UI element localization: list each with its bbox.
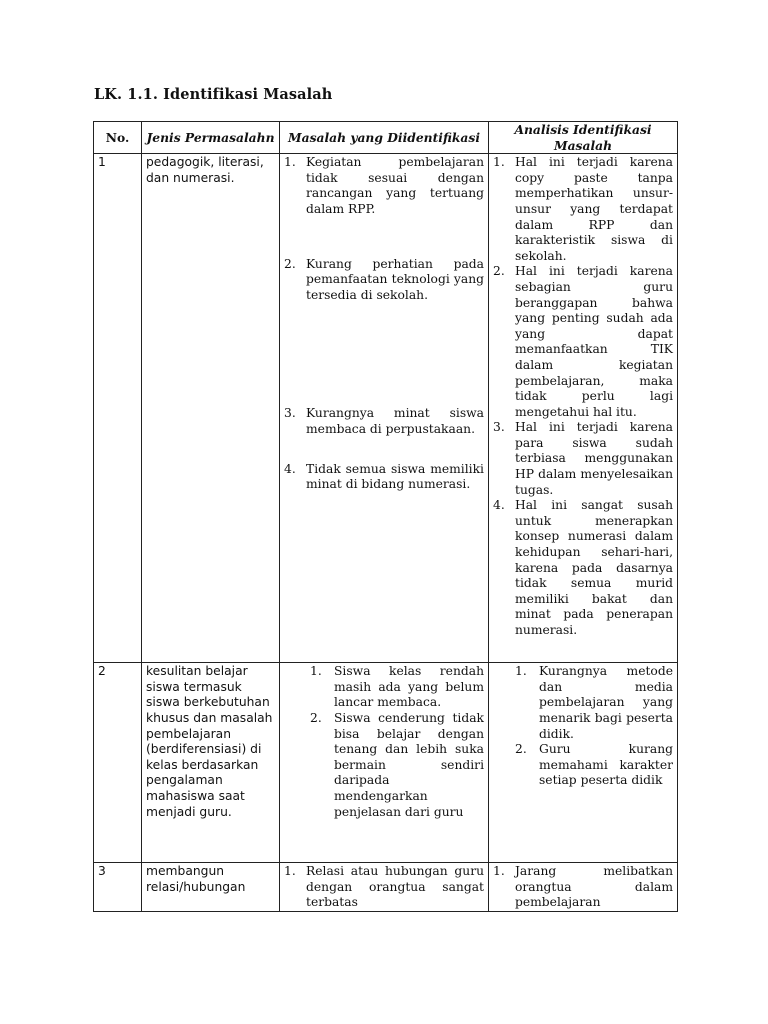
- identified-problems: [280, 663, 489, 863]
- row-number: 1: [94, 154, 142, 663]
- page-title: LK. 1.1. Identifikasi Masalah: [94, 86, 333, 103]
- problem-analysis: [489, 154, 678, 663]
- table-header-row: [94, 122, 678, 154]
- header-no: No.: [94, 122, 142, 154]
- header-analisis: Analisis Identifikasi Masalah: [489, 122, 678, 154]
- list-item: 3. Kurangnya minat siswa membaca di perpustakaan.: [284, 406, 484, 436]
- header-jenis: Jenis Permasalahn: [142, 122, 280, 154]
- problem-analysis: [489, 863, 678, 912]
- list-item: 1. Relasi atau hubungan guru dengan orangtua sangat terbatas: [284, 864, 484, 910]
- list-item: 2. Kurang perhatian pada pemanfaatan teknologi yang tersedia di sekolah.: [284, 256, 484, 302]
- list-item: 1. Kegiatan pembelajaran tidak sesuai dengan rancangan yang tertuang dalam RPP.: [284, 155, 484, 216]
- header-masalah: Masalah yang Diidentifikasi: [280, 122, 489, 154]
- table-row: [94, 863, 678, 912]
- list-item: 2. Guru kurang memahami karakter setiap peserta didik: [515, 742, 673, 788]
- table-row: [94, 663, 678, 863]
- problem-type: pedagogik, literasi, dan numerasi.: [142, 154, 280, 663]
- problem-identification-table: [93, 121, 678, 912]
- problem-analysis: [489, 663, 678, 863]
- list-item: 2. Siswa cenderung tidak bisa belajar dengan tenang dan lebih suka bermain sendiri daripada mendengarkan penjelasan dari guru: [310, 710, 484, 819]
- identified-problems: [280, 863, 489, 912]
- row-number: 3: [94, 863, 142, 912]
- problem-type: membangun relasi/hubungan: [142, 863, 280, 912]
- list-item: 1. Hal ini terjadi karena copy paste tanpa memperhatikan unsur-unsur yang terdapat dalam RPP dan karakteristik siswa di sekolah.: [493, 155, 673, 263]
- list-item: 1. Siswa kelas rendah masih ada yang belum lancar membaca.: [310, 664, 484, 710]
- list-item: 1. Jarang melibatkan orangtua dalam pembelajaran: [493, 864, 673, 910]
- list-item: 3. Hal ini terjadi karena para siswa sudah terbiasa menggunakan HP dalam menyelesaikan tugas.: [493, 420, 673, 497]
- row-number: 2: [94, 663, 142, 863]
- problem-type: kesulitan belajar siswa termasuk siswa berkebutuhan khusus dan masalah pembelajaran (berdiferensiasi) di kelas berdasarkan pengalaman mahasiswa saat menjadi guru.: [142, 663, 280, 863]
- list-item: 2. Hal ini terjadi karena sebagian guru beranggapan bahwa yang penting sudah ada yang dapat memanfaatkan TIK dalam kegiatan pembelajaran, maka tidak perlu lagi mengetahui hal itu.: [493, 264, 673, 419]
- list-item: 4. Tidak semua siswa memiliki minat di bidang numerasi.: [284, 461, 484, 492]
- identified-problems: [280, 154, 489, 663]
- table-row: [94, 154, 678, 663]
- list-item: 1. Kurangnya metode dan media pembelajaran yang menarik bagi peserta didik.: [515, 664, 673, 741]
- list-item: 4. Hal ini sangat susah untuk menerapkan konsep numerasi dalam kehidupan sehari-hari, karena pada dasarnya tidak semua murid memiliki bakat dan minat pada penerapan numerasi.: [493, 498, 673, 637]
